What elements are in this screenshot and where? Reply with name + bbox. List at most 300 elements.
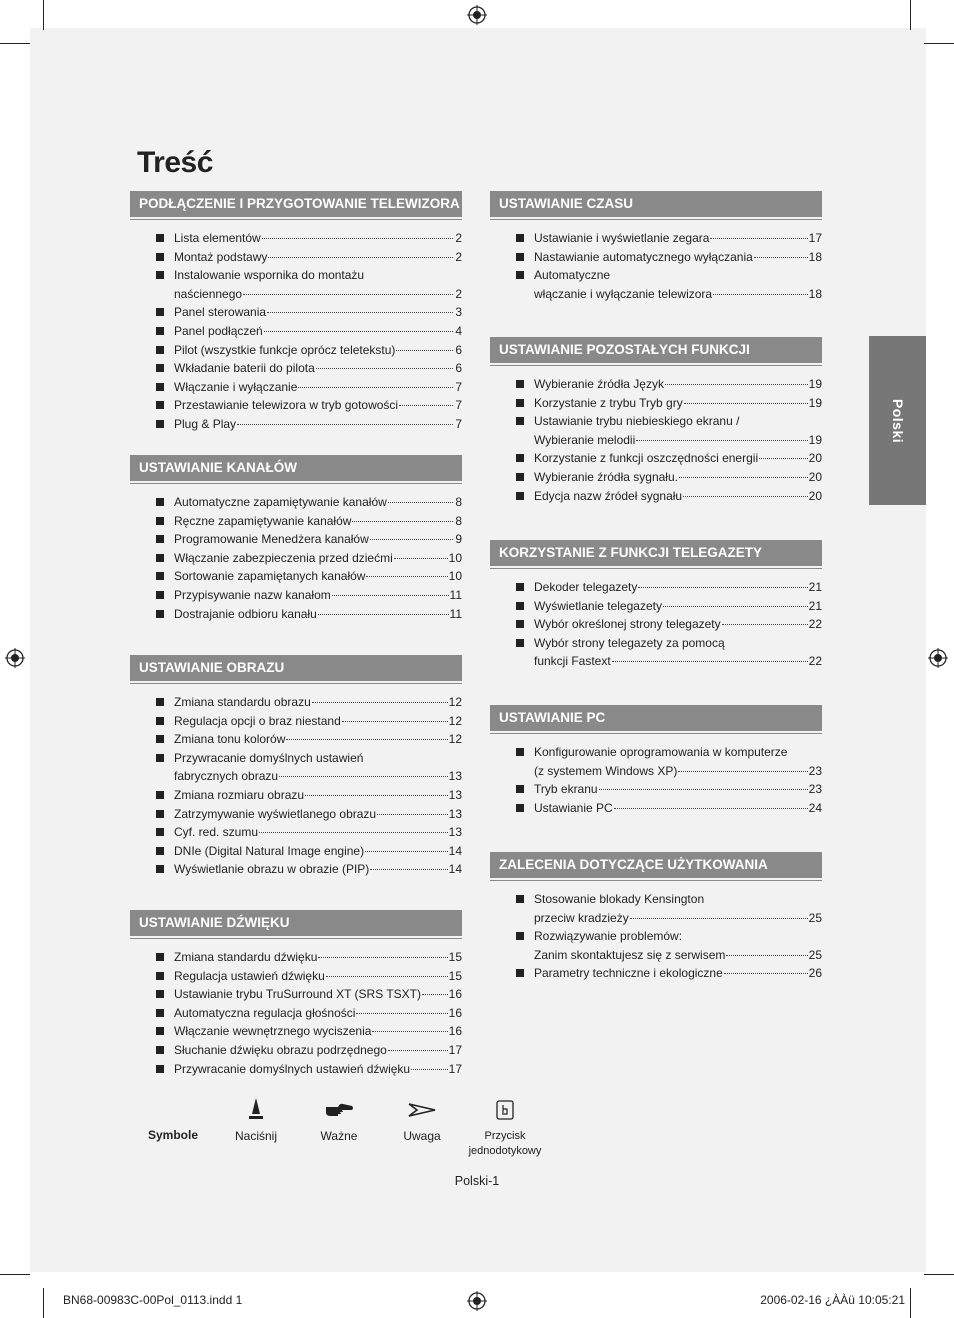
bullet-square-icon: [156, 364, 164, 372]
section-rule: [490, 880, 822, 881]
toc-entry: [490, 799, 822, 818]
toc-entry-text: Panel podłączeń: [174, 323, 263, 338]
dot-leader: [388, 502, 453, 503]
dot-leader: [612, 661, 808, 662]
bullet-square-icon: [516, 234, 524, 242]
dot-leader: [237, 424, 453, 425]
bullet-square-icon: [156, 1046, 164, 1054]
toc-section: [490, 337, 822, 505]
toc-entry: [130, 1041, 462, 1060]
toc-entry-line: [174, 1022, 462, 1041]
toc-entry-text: Regulacja opcji o braz niestand: [174, 713, 341, 728]
toc-entry-line: [174, 786, 462, 805]
bullet-square-icon: [156, 953, 164, 961]
toc-entry-line: [534, 394, 822, 413]
toc-page-number: 25: [808, 910, 822, 925]
section-heading: USTAWIANIE CZASU: [490, 191, 822, 217]
dot-leader: [305, 795, 448, 796]
toc-entry-line: [174, 749, 462, 768]
bullet-square-icon: [156, 717, 164, 725]
toc-section: [130, 910, 462, 1078]
section-rule: [130, 938, 462, 939]
toc-entry-line: [534, 487, 822, 506]
bullet-square-icon: [156, 535, 164, 543]
toc-entry-text: Włączanie wewnętrznego wyciszenia: [174, 1024, 372, 1039]
toc-page-number: 2: [455, 286, 462, 301]
dot-leader: [614, 808, 808, 809]
toc-entry: [490, 266, 822, 303]
toc-entry-text: Instalowanie wspornika do montażu: [174, 268, 365, 283]
dot-leader: [259, 832, 448, 833]
bullet-square-icon: [516, 804, 524, 812]
toc-entry-line: [534, 634, 822, 653]
toc-page-number: 19: [808, 395, 822, 410]
toc-entry-text: Automatyczne: [534, 268, 611, 283]
toc-section: [490, 852, 822, 983]
toc-entry-text: Włączanie zabezpieczenia przed dziećmi: [174, 550, 393, 565]
dot-leader: [388, 1050, 448, 1051]
dot-leader: [638, 587, 807, 588]
bullet-square-icon: [516, 454, 524, 462]
toc-entry-text: Ustawianie trybu niebieskiego ekranu /: [534, 414, 740, 429]
toc-page-number: 4: [455, 323, 462, 338]
section-rule: [130, 483, 462, 484]
bullet-square-icon: [156, 554, 164, 562]
symbol-one-touch: [465, 1095, 545, 1159]
dot-leader: [630, 918, 808, 919]
toc-entry: [130, 985, 462, 1004]
toc-entry-line: [174, 285, 462, 304]
toc-page-number: 18: [808, 286, 822, 301]
dot-leader: [722, 624, 808, 625]
toc-section: [490, 540, 822, 671]
bullet-square-icon: [156, 572, 164, 580]
bullet-square-icon: [156, 420, 164, 428]
toc-entry-line: [174, 693, 462, 712]
toc-entry: [130, 786, 462, 805]
bullet-square-icon: [516, 417, 524, 425]
toc-list: [130, 693, 462, 879]
symbol-note: [392, 1095, 452, 1143]
crop-mark: [43, 0, 44, 30]
bullet-square-icon: [516, 399, 524, 407]
toc-entry-text: Słuchanie dźwięku obrazu podrzędnego: [174, 1042, 387, 1057]
symbol-label: Przycisk jednodotykowy: [468, 1130, 542, 1157]
section-rule: [490, 219, 822, 220]
toc-section: [130, 655, 462, 879]
toc-entry-line: [534, 375, 822, 394]
dot-leader: [366, 576, 447, 577]
toc-entry-line: [534, 927, 822, 946]
bullet-square-icon: [156, 754, 164, 762]
crop-mark: [910, 1288, 911, 1318]
toc-entry: [130, 1022, 462, 1041]
toc-list: [490, 578, 822, 671]
toc-entry: [130, 1004, 462, 1023]
toc-list: [490, 743, 822, 817]
toc-list: [130, 493, 462, 623]
symbol-label: Uwaga: [403, 1129, 441, 1143]
bullet-square-icon: [516, 932, 524, 940]
toc-entry: [490, 780, 822, 799]
toc-entry-text: Zmiana standardu dźwięku: [174, 950, 318, 964]
dot-leader: [396, 350, 453, 351]
toc-page-number: 22: [808, 617, 822, 632]
toc-entry-line: [174, 860, 462, 879]
toc-page-number: 24: [808, 800, 822, 815]
toc-entry-text: Wyświetlanie telegazety: [534, 598, 662, 613]
toc-page-number: 2: [455, 249, 462, 264]
toc-entry-line: [534, 780, 822, 799]
toc-entry-text: Wybieranie źródła sygnału.: [534, 469, 678, 484]
bullet-square-icon: [156, 1065, 164, 1073]
toc-list: [130, 948, 462, 1078]
toc-entry-line: [174, 767, 462, 786]
language-tab-label: Polski: [889, 398, 906, 443]
bullet-square-icon: [156, 401, 164, 409]
bullet-square-icon: [156, 591, 164, 599]
toc-entry: [130, 378, 462, 397]
registration-mark-icon: [5, 648, 25, 668]
dot-leader: [665, 384, 808, 385]
toc-page-number: 13: [448, 806, 462, 821]
section-heading: PODŁĄCZENIE I PRZYGOTOWANIE TELEWIZORA: [130, 191, 462, 217]
dot-leader: [724, 973, 808, 974]
toc-entry-line: [174, 359, 462, 378]
toc-section: [490, 705, 822, 817]
toc-entry: [130, 749, 462, 786]
toc-entry-line: [534, 890, 822, 909]
toc-entry: [130, 605, 462, 624]
toc-page-number: 2: [455, 231, 462, 245]
dot-leader: [683, 496, 808, 497]
dot-leader: [411, 1069, 448, 1070]
toc-entry: [490, 578, 822, 597]
toc-entry-text: Przywracanie domyślnych ustawień dźwięku: [174, 1061, 411, 1076]
dot-leader: [365, 851, 448, 852]
toc-entry-text: Ustawianie PC: [534, 800, 613, 815]
section-heading: KORZYSTANIE Z FUNKCJI TELEGAZETY: [490, 540, 822, 566]
bullet-square-icon: [156, 271, 164, 279]
dot-leader: [713, 294, 808, 295]
toc-entry: [490, 743, 822, 780]
registration-mark-icon: [467, 1291, 487, 1311]
toc-entry-line: [174, 248, 462, 267]
toc-entry: [130, 303, 462, 322]
toc-entry: [130, 396, 462, 415]
toc-entry-text: Włączanie i wyłączanie: [174, 379, 298, 394]
toc-entry-line: [174, 1041, 462, 1060]
toc-entry-line: [534, 229, 822, 248]
toc-page-number: 12: [448, 695, 462, 709]
toc-entry: [130, 712, 462, 731]
toc-entry: [130, 248, 462, 267]
dot-leader: [754, 257, 808, 258]
dot-leader: [318, 957, 447, 958]
symbols-label-text: Symbole: [147, 1128, 198, 1142]
bullet-square-icon: [156, 327, 164, 335]
section-heading: ZALECENIA DOTYCZĄCE UŻYTKOWANIA: [490, 852, 822, 878]
section-rule: [130, 683, 462, 684]
toc-page-number: 10: [448, 550, 462, 565]
dot-leader: [679, 477, 808, 478]
page-number: Polski-1: [454, 1174, 500, 1188]
toc-page-number: 8: [455, 495, 462, 509]
bullet-square-icon: [156, 698, 164, 706]
toc-entry-line: [534, 597, 822, 616]
toc-entry-text: Korzystanie z trybu Tryb gry: [534, 395, 683, 410]
toc-entry-line: [174, 396, 462, 415]
bullet-square-icon: [156, 810, 164, 818]
section-heading: USTAWIANIE POZOSTAŁYCH FUNKCJI: [490, 337, 822, 363]
toc-entry-text: DNIe (Digital Natural Image engine): [174, 843, 365, 858]
toc-page-number: 19: [808, 432, 822, 447]
toc-entry-text: włączanie i wyłączanie telewizora: [534, 286, 713, 301]
toc-entry-line: [174, 712, 462, 731]
toc-entry-text: Wyświetlanie obrazu w obrazie (PIP): [174, 862, 370, 877]
toc-entry-line: [174, 415, 462, 434]
toc-entry: [130, 693, 462, 712]
dot-leader: [332, 595, 449, 596]
toc-entry-line: [174, 586, 462, 605]
toc-entry-text: Ręczne zapamiętywanie kanałów: [174, 513, 352, 528]
crop-mark: [910, 0, 911, 30]
dot-leader: [636, 440, 807, 441]
toc-page-number: 17: [808, 231, 822, 245]
symbol-label: Naciśnij: [234, 1129, 277, 1143]
toc-entry: [490, 615, 822, 634]
toc-entry: [130, 322, 462, 341]
symbol-label: Ważne: [320, 1129, 358, 1143]
crop-mark: [43, 1288, 44, 1318]
crop-mark: [924, 43, 954, 44]
bullet-square-icon: [156, 972, 164, 980]
toc-entry-line: [174, 1060, 462, 1079]
toc-entry-text: Wybieranie źródła Język: [534, 377, 664, 391]
toc-entry-text: Zatrzymywanie wyświetlanego obrazu: [174, 806, 377, 821]
toc-page-number: 6: [455, 361, 462, 376]
toc-entry-text: Zmiana tonu kolorów: [174, 732, 286, 747]
toc-entry-line: [174, 229, 462, 248]
toc-entry-line: [534, 615, 822, 634]
toc-page-number: 20: [808, 488, 822, 503]
toc-page-number: 21: [808, 580, 822, 594]
toc-entry-text: Wybór strony telegazety za pomocą: [534, 635, 725, 650]
toc-page-number: 10: [448, 569, 462, 584]
toc-list: [490, 890, 822, 983]
toc-entry-line: [174, 512, 462, 531]
toc-entry: [130, 512, 462, 531]
section-heading: USTAWIANIE KANAŁÓW: [130, 455, 462, 481]
toc-entry-text: przeciw kradzieży: [534, 910, 629, 925]
dot-leader: [422, 994, 448, 995]
toc-page-number: 9: [455, 532, 462, 547]
bullet-square-icon: [516, 620, 524, 628]
dot-leader: [312, 702, 448, 703]
bullet-square-icon: [156, 1009, 164, 1017]
toc-entry: [130, 730, 462, 749]
toc-page-number: 25: [808, 947, 822, 962]
registration-mark-icon: [467, 5, 487, 25]
section-heading: USTAWIANIE PC: [490, 705, 822, 731]
toc-page-number: 20: [808, 469, 822, 484]
toc-entry-line: [174, 730, 462, 749]
bullet-square-icon: [156, 253, 164, 261]
toc-page-number: 15: [448, 950, 462, 964]
toc-entry: [130, 266, 462, 303]
toc-page-number: 19: [808, 377, 822, 391]
bullet-square-icon: [156, 865, 164, 873]
dot-leader: [370, 539, 453, 540]
toc-entry-text: Zanim skontaktujesz się z serwisem: [534, 947, 726, 962]
toc-entry: [490, 964, 822, 983]
page-title: Treść: [137, 146, 213, 179]
toc-entry-line: [534, 431, 822, 450]
bullet-square-icon: [156, 346, 164, 354]
bullet-square-icon: [156, 308, 164, 316]
bullet-square-icon: [156, 610, 164, 618]
bullet-square-icon: [156, 383, 164, 391]
toc-entry-text: naściennego: [174, 286, 243, 301]
toc-entry: [130, 341, 462, 360]
note-pointer-icon: [392, 1095, 452, 1125]
toc-list: [490, 229, 822, 303]
toc-entry-text: Cyf. red. szumu: [174, 825, 259, 840]
toc-page-number: 7: [455, 416, 462, 431]
toc-entry-text: Tryb ekranu: [534, 782, 598, 797]
toc-entry-text: fabrycznych obrazu: [174, 769, 279, 784]
toc-page-number: 12: [448, 713, 462, 728]
symbol-important: [309, 1095, 369, 1143]
bullet-square-icon: [156, 234, 164, 242]
toc-entry: [130, 948, 462, 967]
dot-leader: [377, 814, 448, 815]
toc-entry-text: Plug & Play: [174, 416, 237, 431]
toc-entry-line: [174, 266, 462, 285]
toc-page-number: 13: [448, 769, 462, 784]
toc-page-number: 3: [455, 305, 462, 320]
toc-page-number: 7: [455, 398, 462, 413]
toc-entry-line: [534, 412, 822, 431]
toc-page-number: 11: [449, 606, 462, 621]
toc-entry-text: Zmiana rozmiaru obrazu: [174, 787, 305, 802]
bullet-square-icon: [516, 639, 524, 647]
toc-entry-text: Sortowanie zapamiętanych kanałów: [174, 569, 366, 584]
toc-entry-line: [534, 909, 822, 928]
toc-page-number: 18: [808, 249, 822, 264]
toc-entry: [130, 493, 462, 512]
toc-entry-line: [534, 964, 822, 983]
toc-page-number: 16: [448, 1024, 462, 1039]
dot-leader: [264, 331, 453, 332]
bullet-square-icon: [516, 785, 524, 793]
toc-entry: [130, 530, 462, 549]
dot-leader: [262, 238, 453, 239]
toc-entry-text: Ustawianie i wyświetlanie zegara: [534, 231, 710, 245]
toc-page-number: 15: [448, 968, 462, 983]
toc-entry-text: Regulacja ustawień dźwięku: [174, 968, 325, 983]
toc-entry-text: Zmiana standardu obrazu: [174, 695, 311, 709]
toc-page-number: 23: [808, 763, 822, 778]
toc-section: [130, 191, 462, 434]
bullet-square-icon: [156, 517, 164, 525]
toc-entry-line: [534, 652, 822, 671]
crop-mark: [924, 1274, 954, 1275]
toc-entry: [490, 890, 822, 927]
dot-leader: [684, 403, 808, 404]
toc-entry-line: [174, 948, 462, 967]
toc-entry-text: funkcji Fastext: [534, 654, 611, 669]
toc-entry: [490, 248, 822, 267]
toc-entry: [130, 586, 462, 605]
bullet-square-icon: [516, 380, 524, 388]
dot-leader: [318, 614, 449, 615]
section-rule: [490, 733, 822, 734]
toc-entry-line: [174, 493, 462, 512]
toc-page-number: 12: [448, 732, 462, 747]
toc-entry-text: Programowanie Menedżera kanałów: [174, 532, 369, 547]
toc-entry-line: [174, 567, 462, 586]
toc-entry: [130, 823, 462, 842]
toc-entry-line: [534, 946, 822, 965]
toc-entry-line: [174, 823, 462, 842]
toc-page-number: 17: [448, 1061, 462, 1076]
toc-entry-text: Rozwiązywanie problemów:: [534, 929, 683, 944]
toc-entry: [130, 967, 462, 986]
toc-page-number: 13: [448, 787, 462, 802]
dot-leader: [352, 521, 453, 522]
toc-entry-line: [174, 605, 462, 624]
toc-entry-line: [534, 799, 822, 818]
bullet-square-icon: [516, 583, 524, 591]
toc-page-number: 14: [448, 862, 462, 877]
toc-entry: [490, 449, 822, 468]
symbols-legend: [0, 1090, 954, 1170]
dot-leader: [286, 739, 447, 740]
section-heading: USTAWIANIE OBRAZU: [130, 655, 462, 681]
toc-entry: [130, 1060, 462, 1079]
toc-page-number: 11: [449, 587, 462, 602]
toc-entry-text: Korzystanie z funkcji oszczędności energii: [534, 451, 759, 466]
toc-entry-text: Przywracanie domyślnych ustawień: [174, 750, 364, 765]
bullet-square-icon: [156, 828, 164, 836]
bullet-square-icon: [516, 602, 524, 610]
toc-entry-text: Stosowanie blokady Kensington: [534, 892, 705, 906]
toc-entry-line: [534, 578, 822, 597]
dot-leader: [326, 976, 448, 977]
toc-page-number: 8: [455, 513, 462, 528]
toc-page-number: 14: [448, 843, 462, 858]
crop-mark: [0, 43, 30, 44]
bullet-square-icon: [516, 492, 524, 500]
toc-entry-text: Przestawianie telewizora w tryb gotowości: [174, 398, 399, 413]
dot-leader: [394, 558, 448, 559]
toc-entry-text: Lista elementów: [174, 231, 261, 245]
toc-entry-text: Montaż podstawy: [174, 249, 268, 264]
toc-entry-line: [174, 378, 462, 397]
language-tab: [869, 336, 926, 505]
toc-entry-text: Nastawianie automatycznego wyłączania: [534, 249, 753, 264]
dot-leader: [678, 771, 807, 772]
toc-entry-text: Wybór określonej strony telegazety: [534, 617, 721, 632]
dot-leader: [279, 776, 448, 777]
toc-page-number: 6: [455, 342, 462, 357]
toc-entry-text: Przypisywanie nazw kanałom: [174, 587, 331, 602]
toc-list: [490, 375, 822, 505]
section-rule: [490, 365, 822, 366]
symbol-press: [226, 1095, 286, 1143]
toc-entry: [490, 412, 822, 449]
